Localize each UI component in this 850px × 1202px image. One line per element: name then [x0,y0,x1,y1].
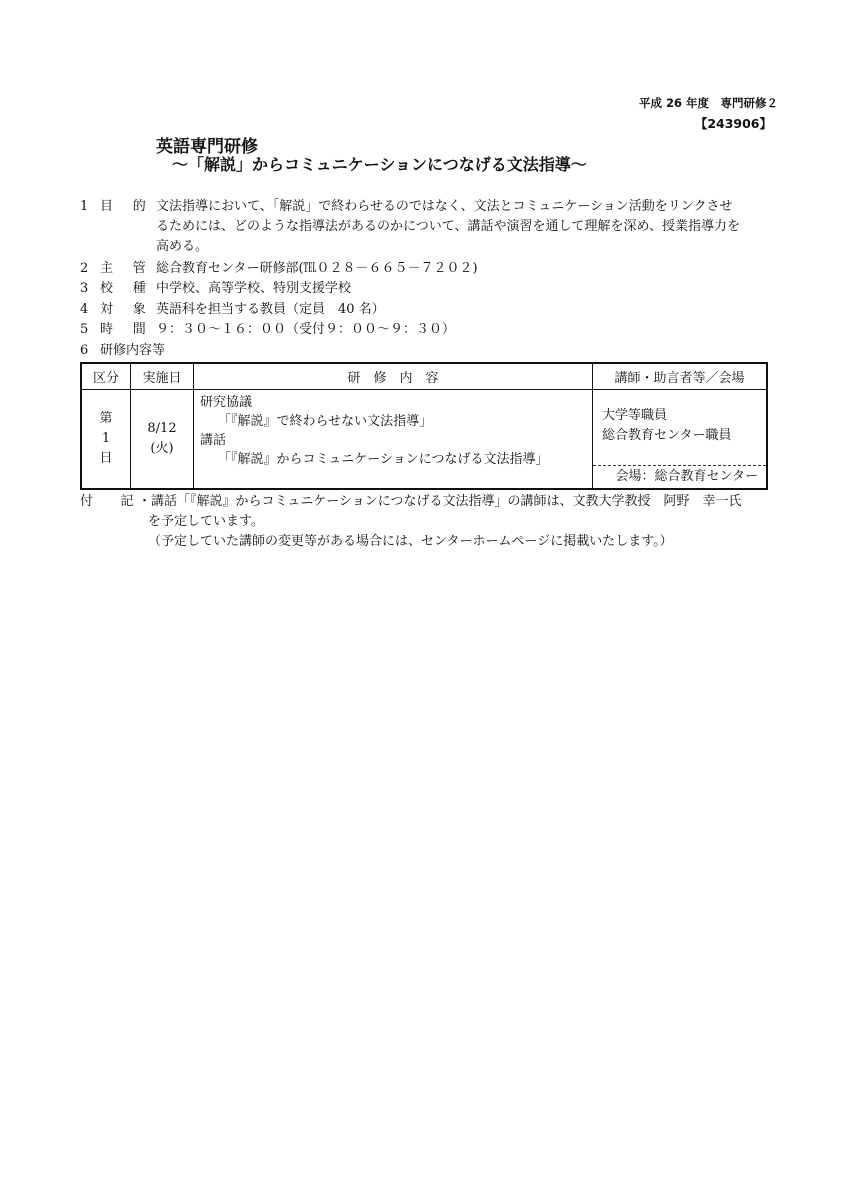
item-value [156,197,740,257]
item-value: ９：３０～１６：００（受付９：００～９：３０） [156,322,456,337]
header-staff: 講師・助言者等／会場 [593,363,768,390]
course-code: 【243906】 [694,116,772,131]
item-label: 時 間 [100,322,154,337]
item-number: 5 [80,322,89,337]
date-cell [131,390,194,490]
item-label: 研修内容等 [100,343,166,358]
purpose-line-2: るためには、どのような指導法があるのかについて、講話や演習を通して理解を深め、授業指導力を [156,219,740,234]
purpose-line-3: 高める。 [156,239,209,254]
schedule-table [80,362,768,490]
day-char: 第 [99,411,113,426]
content-line: 「『解説』で終わらせない文法指導」 [218,414,433,429]
note-line: を予定しています。 [148,514,264,529]
purpose-line-1: 文法指導において、「解説」で終わらせるのではなく、文法とコミュニケーション活動をリンクさせ [156,199,733,214]
content-cell [194,390,593,490]
item-number: 3 [80,281,89,296]
page-subtitle: ～「解説」からコミュニケーションにつなげる文法指導～ [172,155,587,174]
header-content: 研 修 内 容 [194,363,593,390]
note-line: （予定していた講師の変更等がある場合には、センターホームページに掲載いたします。） [148,534,673,549]
note-body [138,492,741,552]
day-char: 日 [99,451,113,466]
item-value: 英語科を担当する教員（定員 40 名） [156,302,385,317]
item-number: 4 [80,302,89,317]
weekday-text: (火) [150,441,174,456]
staff-line: 総合教育センター職員 [602,428,732,443]
day-cell [81,390,131,490]
day-char: 1 [101,431,111,446]
header-division: 区分 [81,363,131,390]
item-value: 中学校、高等学校、特別支援学校 [156,281,352,296]
table-row [81,390,767,490]
item-value: 総合教育センター研修部(℡０２８－６６５－７２０２) [156,261,478,276]
table-header-row [81,363,767,390]
content-line: 講話 [200,433,227,448]
date-text: 8/12 [147,421,177,436]
item-label: 対 象 [100,302,154,317]
header-date: 実施日 [131,363,194,390]
item-number: 2 [80,261,89,276]
content-line: 研究協議 [200,395,253,410]
content-line: 「『解説』からコミュニケーションにつなげる文法指導」 [218,452,549,467]
note-line: ・講話「『解説』からコミュニケーションにつなげる文法指導」の講師は、文教大学教授 阿野 幸一氏 [138,494,742,509]
note-label: 付 記 [80,494,146,509]
staff-line: 大学等職員 [602,408,668,423]
item-label: 主 管 [100,261,154,276]
page-title: 英語専門研修 [156,137,258,157]
year-label: 平成 26 年度 専門研修２ [638,96,778,110]
item-label: 目 的 [100,199,154,214]
item-label: 校 種 [100,281,154,296]
item-number: 1 [80,199,89,214]
item-number: 6 [80,343,89,358]
staff-cell [593,390,768,490]
venue-text: 会場：総合教育センター [593,465,766,488]
